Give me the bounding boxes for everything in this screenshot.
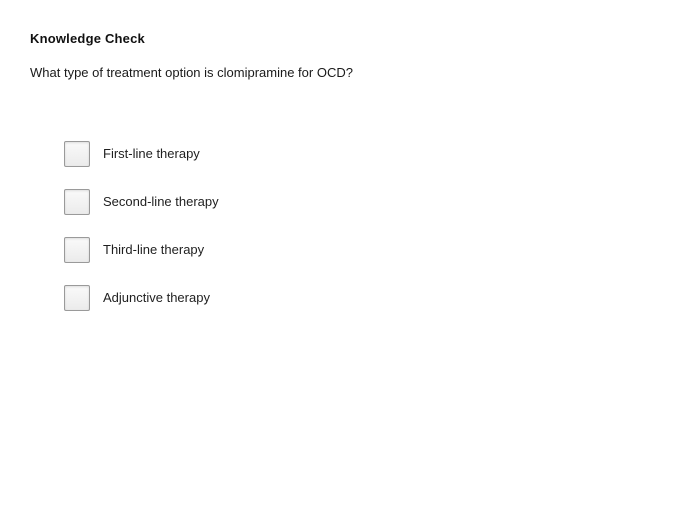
option-first-line[interactable]: [64, 140, 464, 167]
option-adjunctive[interactable]: [64, 284, 464, 311]
checkbox[interactable]: [64, 189, 90, 215]
option-label: Adjunctive therapy: [103, 290, 210, 305]
checkbox[interactable]: [64, 141, 90, 167]
answer-options: [64, 140, 464, 332]
option-label: First-line therapy: [103, 146, 200, 161]
option-label: Third-line therapy: [103, 242, 205, 257]
option-second-line[interactable]: [64, 188, 464, 215]
option-label: Second-line therapy: [103, 194, 219, 209]
option-third-line[interactable]: [64, 236, 464, 263]
question-text: What type of treatment option is clomipramine for OCD?: [30, 65, 353, 80]
checkbox[interactable]: [64, 285, 90, 311]
checkbox[interactable]: [64, 237, 90, 263]
knowledge-check-heading: Knowledge Check: [30, 31, 145, 46]
